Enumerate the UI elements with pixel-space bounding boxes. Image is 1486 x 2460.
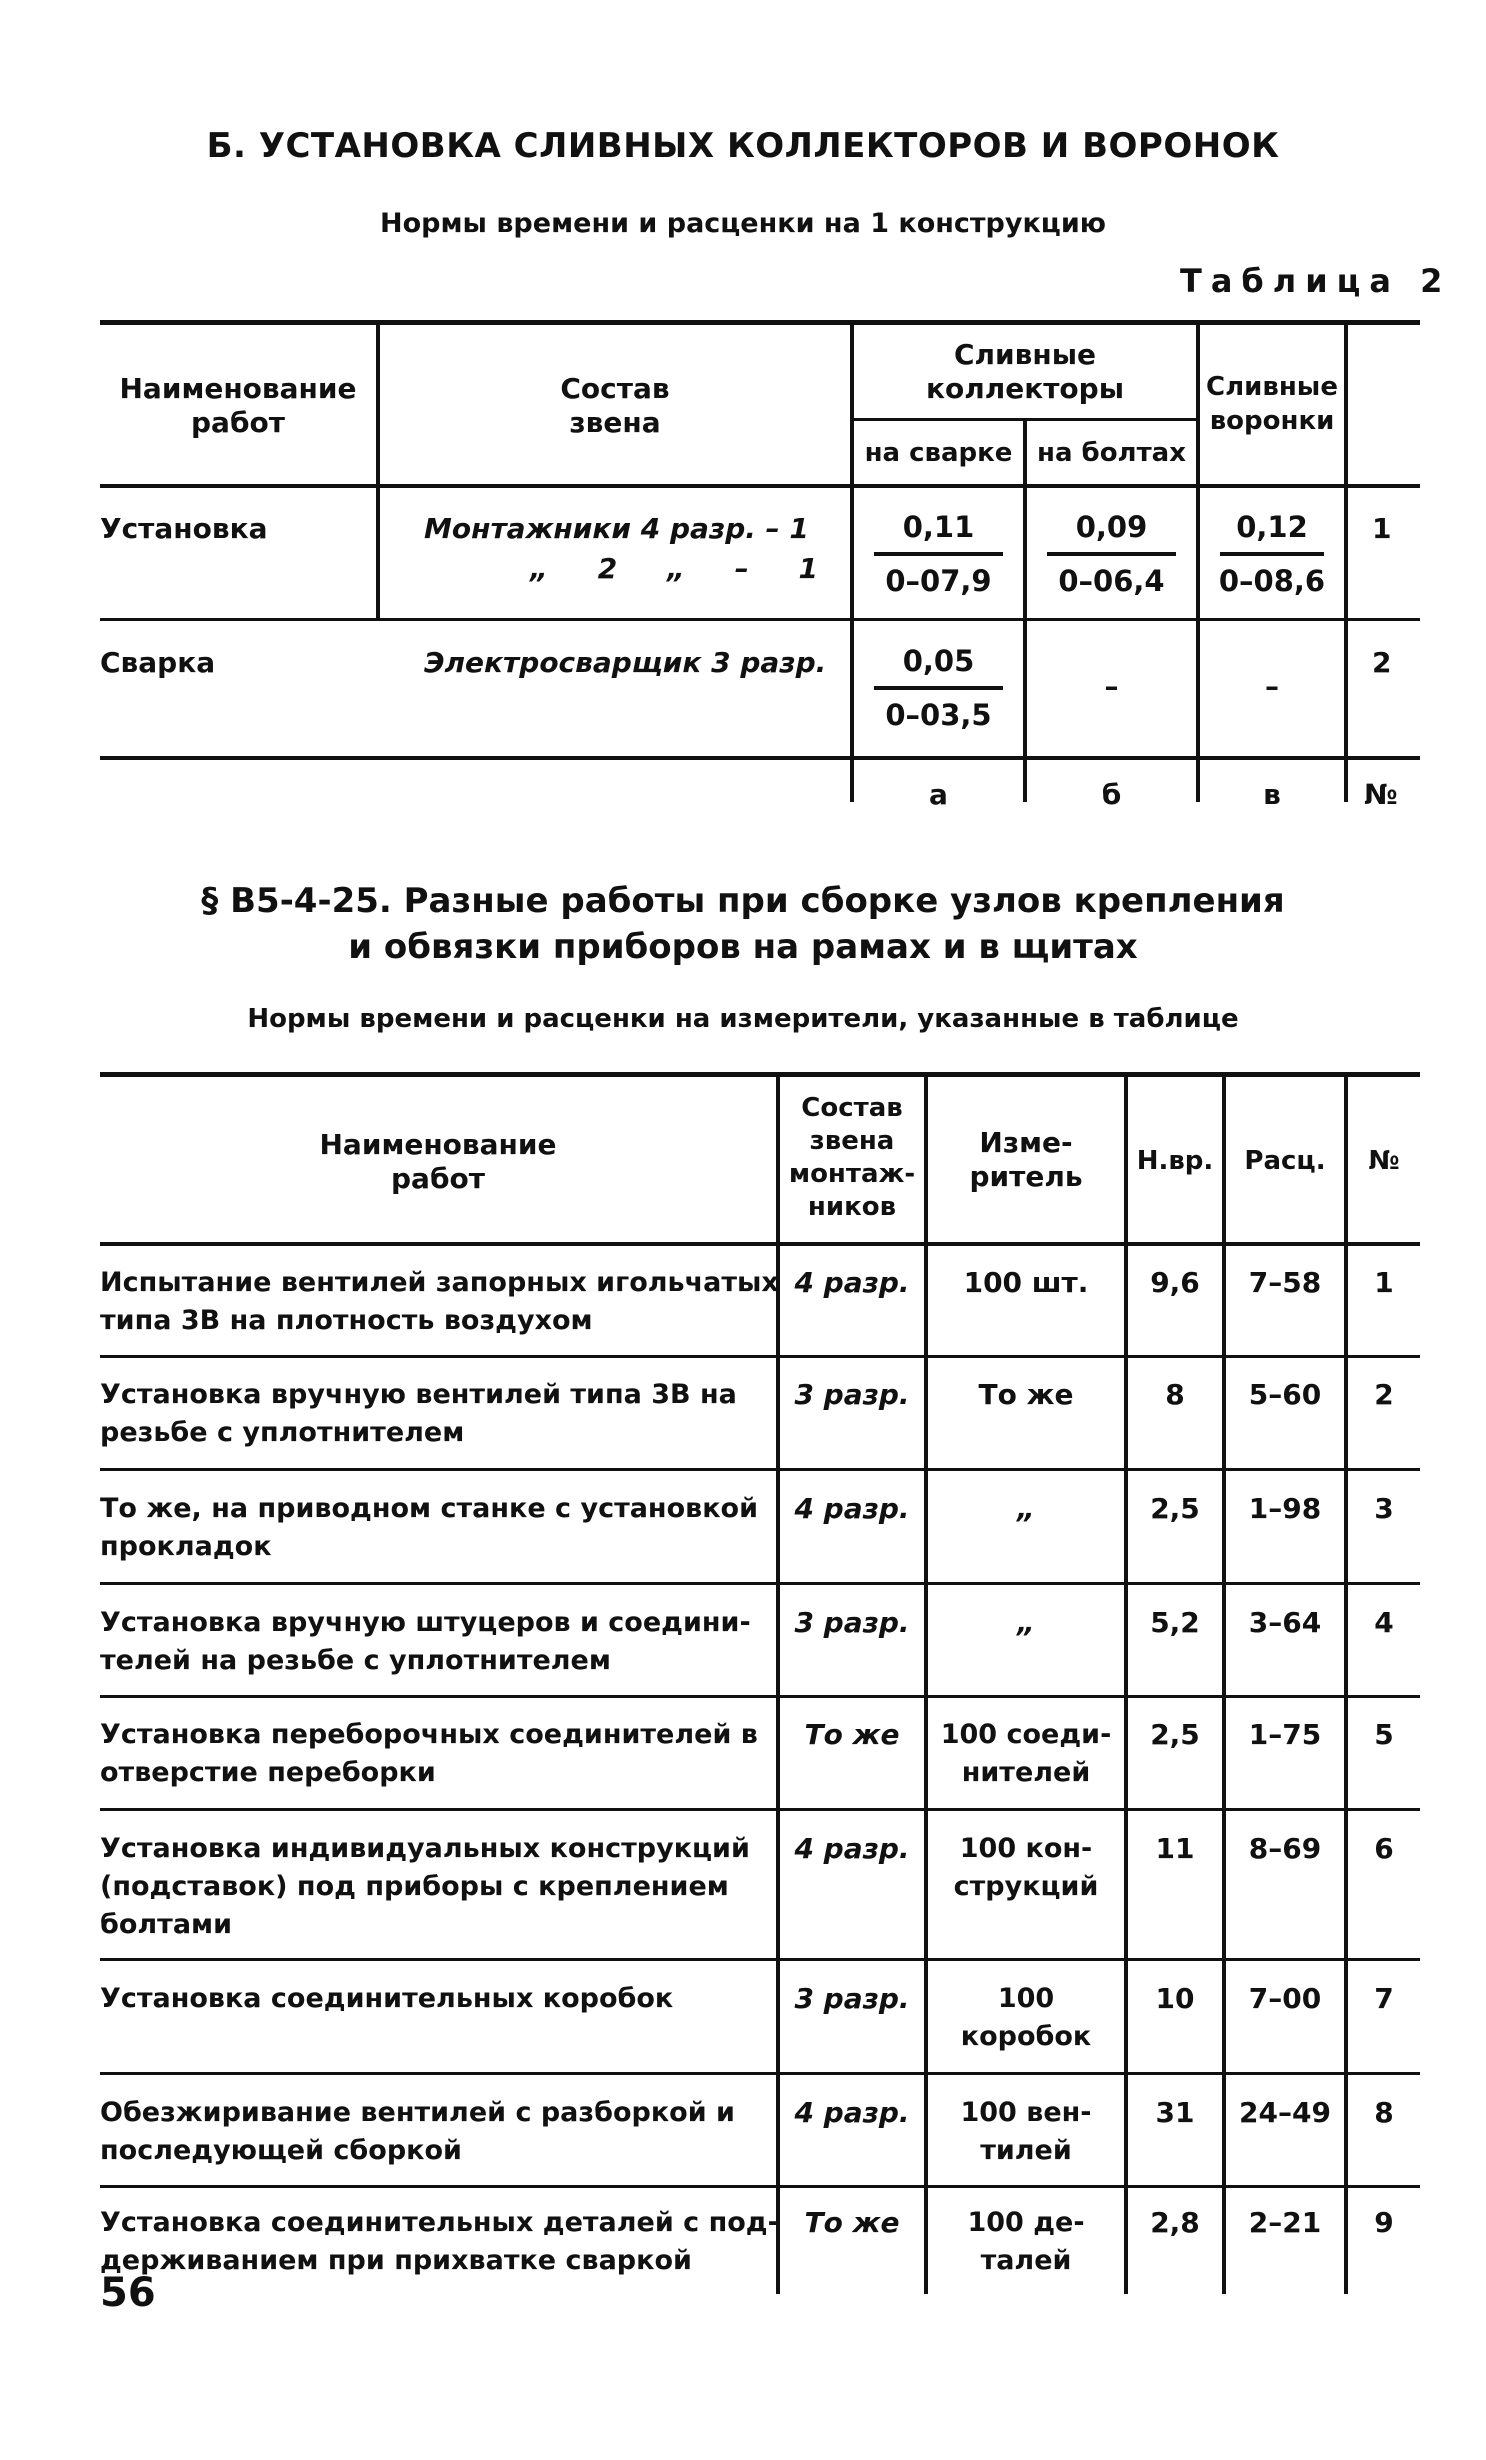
t25-header-unit: Изме- ритель bbox=[969, 1126, 1083, 1193]
col-label-a: а bbox=[929, 778, 948, 811]
header-funnels: Сливные воронки bbox=[1206, 372, 1338, 436]
row2-crew: Электросварщик 3 разр. bbox=[424, 646, 827, 679]
header-name: Наименование работ bbox=[119, 372, 357, 439]
t25-row9-num: 9 bbox=[1374, 2206, 1394, 2239]
t25-row7-norm: 10 bbox=[1155, 1982, 1195, 2015]
t25-row3-unit: „ bbox=[1016, 1492, 1036, 1525]
t25-row5-crew: То же bbox=[804, 1718, 900, 1751]
t25-row8-price: 24–49 bbox=[1239, 2096, 1331, 2129]
t25-row4-crew: 3 разр. bbox=[794, 1606, 910, 1639]
t25-row8-norm: 31 bbox=[1155, 2096, 1195, 2129]
t25-row1-price: 7–58 bbox=[1248, 1266, 1322, 1299]
row1-crew-l1: Монтажники 4 разр. – 1 bbox=[424, 512, 809, 545]
t25-row6-num: 6 bbox=[1374, 1832, 1394, 1865]
t25-row9-unit: 100 де- талей bbox=[967, 2207, 1085, 2276]
t25-row3-crew: 4 разр. bbox=[794, 1492, 910, 1525]
t25-row9-price: 2–21 bbox=[1248, 2206, 1322, 2239]
t25-row8-crew: 4 разр. bbox=[794, 2096, 910, 2129]
section-b-subheading: Нормы времени и расценки на 1 конструкцию bbox=[379, 208, 1106, 239]
t25-row6-unit: 100 кон- струкций bbox=[953, 1833, 1099, 1902]
t25-row2-crew: 3 разр. bbox=[794, 1378, 910, 1411]
t25-row4-name: Установка вручную штуцеров и соедини- телей на резьбе с уплотнителем bbox=[100, 1607, 751, 1676]
t25-row8-name: Обезжиривание вентилей с разборкой и последующей сборкой bbox=[100, 2097, 735, 2166]
t25-row4-price: 3–64 bbox=[1248, 1606, 1322, 1639]
t25-row8-num: 8 bbox=[1374, 2096, 1394, 2129]
t25-row2-num: 2 bbox=[1374, 1378, 1394, 1411]
t25-row1-name: Испытание вентилей запорных игольчатых типа 3В на плотность воздухом bbox=[100, 1267, 779, 1336]
t25-row1-unit: 100 шт. bbox=[963, 1266, 1089, 1299]
t25-header-no: № bbox=[1368, 1146, 1400, 1176]
t25-header-norm: Н.вр. bbox=[1136, 1146, 1214, 1176]
t25-row3-norm: 2,5 bbox=[1150, 1492, 1200, 1525]
t25-row5-name: Установка переборочных соединителей в отверстие переборки bbox=[100, 1719, 758, 1788]
t25-row1-num: 1 bbox=[1374, 1266, 1394, 1299]
row2-name: Сварка bbox=[100, 646, 216, 679]
t25-header-crew: Состав звена монтаж- ников bbox=[788, 1093, 916, 1222]
t25-row7-name: Установка соединительных коробок bbox=[100, 1983, 674, 2014]
t25-header-name: Наименование работ bbox=[319, 1128, 557, 1195]
t25-row5-norm: 2,5 bbox=[1150, 1718, 1200, 1751]
t25-row1-crew: 4 разр. bbox=[794, 1266, 910, 1299]
t25-row3-name: То же, на приводном станке с установкой прокладок bbox=[100, 1493, 759, 1562]
t25-row6-norm: 11 bbox=[1155, 1832, 1195, 1865]
row2-funnel: – bbox=[1265, 670, 1279, 703]
table-label: Таблица 2 bbox=[1180, 262, 1452, 300]
header-bolts: на болтах bbox=[1036, 438, 1186, 468]
row1-funnel: 0,12 0–08,6 bbox=[1218, 510, 1326, 598]
t25-row7-unit: 100 коробок bbox=[960, 1983, 1092, 2052]
t25-row7-num: 7 bbox=[1374, 1982, 1394, 2015]
t25-row5-price: 1–75 bbox=[1248, 1718, 1322, 1751]
row1-bolts: 0,09 0–06,4 bbox=[1027, 506, 1196, 602]
header-crew: Состав звена bbox=[560, 372, 670, 439]
t25-row2-unit: То же bbox=[978, 1378, 1074, 1411]
row1-num: 1 bbox=[1372, 512, 1392, 545]
t25-row9-name: Установка соединительных деталей с под- держиванием при прихватке сваркой bbox=[100, 2207, 779, 2276]
t25-row3-price: 1–98 bbox=[1248, 1492, 1322, 1525]
t25-row9-crew: То же bbox=[804, 2206, 900, 2239]
row2-weld: 0,05 0–03,5 bbox=[854, 640, 1023, 736]
row2-num: 2 bbox=[1372, 646, 1392, 679]
col-label-v: в bbox=[1263, 778, 1281, 811]
t25-row1-norm: 9,6 bbox=[1150, 1266, 1200, 1299]
t25-row4-norm: 5,2 bbox=[1150, 1606, 1200, 1639]
col-label-no: № bbox=[1364, 778, 1398, 811]
row1-crew-l2: „ 2 „ – 1 bbox=[530, 552, 819, 585]
t25-row3-num: 3 bbox=[1374, 1492, 1394, 1525]
t25-row4-unit: „ bbox=[1016, 1606, 1036, 1639]
t25-row7-price: 7–00 bbox=[1248, 1982, 1322, 2015]
t25-row9-norm: 2,8 bbox=[1150, 2206, 1200, 2239]
t25-row2-norm: 8 bbox=[1165, 1378, 1185, 1411]
section-b-heading: Б. УСТАНОВКА СЛИВНЫХ КОЛЛЕКТОРОВ И ВОРОНОК bbox=[206, 126, 1280, 166]
t25-row6-price: 8–69 bbox=[1248, 1832, 1322, 1865]
page-number: 56 bbox=[100, 2270, 156, 2316]
t25-row5-num: 5 bbox=[1374, 1718, 1394, 1751]
t25-row7-crew: 3 разр. bbox=[794, 1982, 910, 2015]
section-25-subheading: Нормы времени и расценки на измерители, указанные в таблице bbox=[247, 1004, 1239, 1034]
section-25-title: § В5-4-25. Разные работы при сборке узлов крепления и обвязки приборов на рамах и в щитах bbox=[201, 881, 1285, 967]
t25-row4-num: 4 bbox=[1374, 1606, 1394, 1639]
t25-row8-unit: 100 вен- тилей bbox=[960, 2097, 1092, 2166]
t25-header-price: Расц. bbox=[1244, 1146, 1326, 1176]
t25-row6-crew: 4 разр. bbox=[794, 1832, 910, 1865]
t25-row6-name: Установка индивидуальных конструкций (подставок) под приборы с креплением болтами bbox=[100, 1833, 750, 1940]
row1-weld: 0,11 0–07,9 bbox=[854, 506, 1023, 602]
t25-row5-unit: 100 соеди- нителей bbox=[940, 1719, 1112, 1788]
header-collectors: Сливные коллекторы bbox=[925, 338, 1125, 405]
header-weld: на сварке bbox=[864, 438, 1013, 468]
t25-row2-price: 5–60 bbox=[1248, 1378, 1322, 1411]
t25-row2-name: Установка вручную вентилей типа 3В на резьбе с уплотнителем bbox=[100, 1379, 737, 1448]
row1-name: Установка bbox=[100, 512, 268, 545]
col-label-b: б bbox=[1101, 778, 1122, 811]
row2-bolts: – bbox=[1104, 670, 1119, 703]
